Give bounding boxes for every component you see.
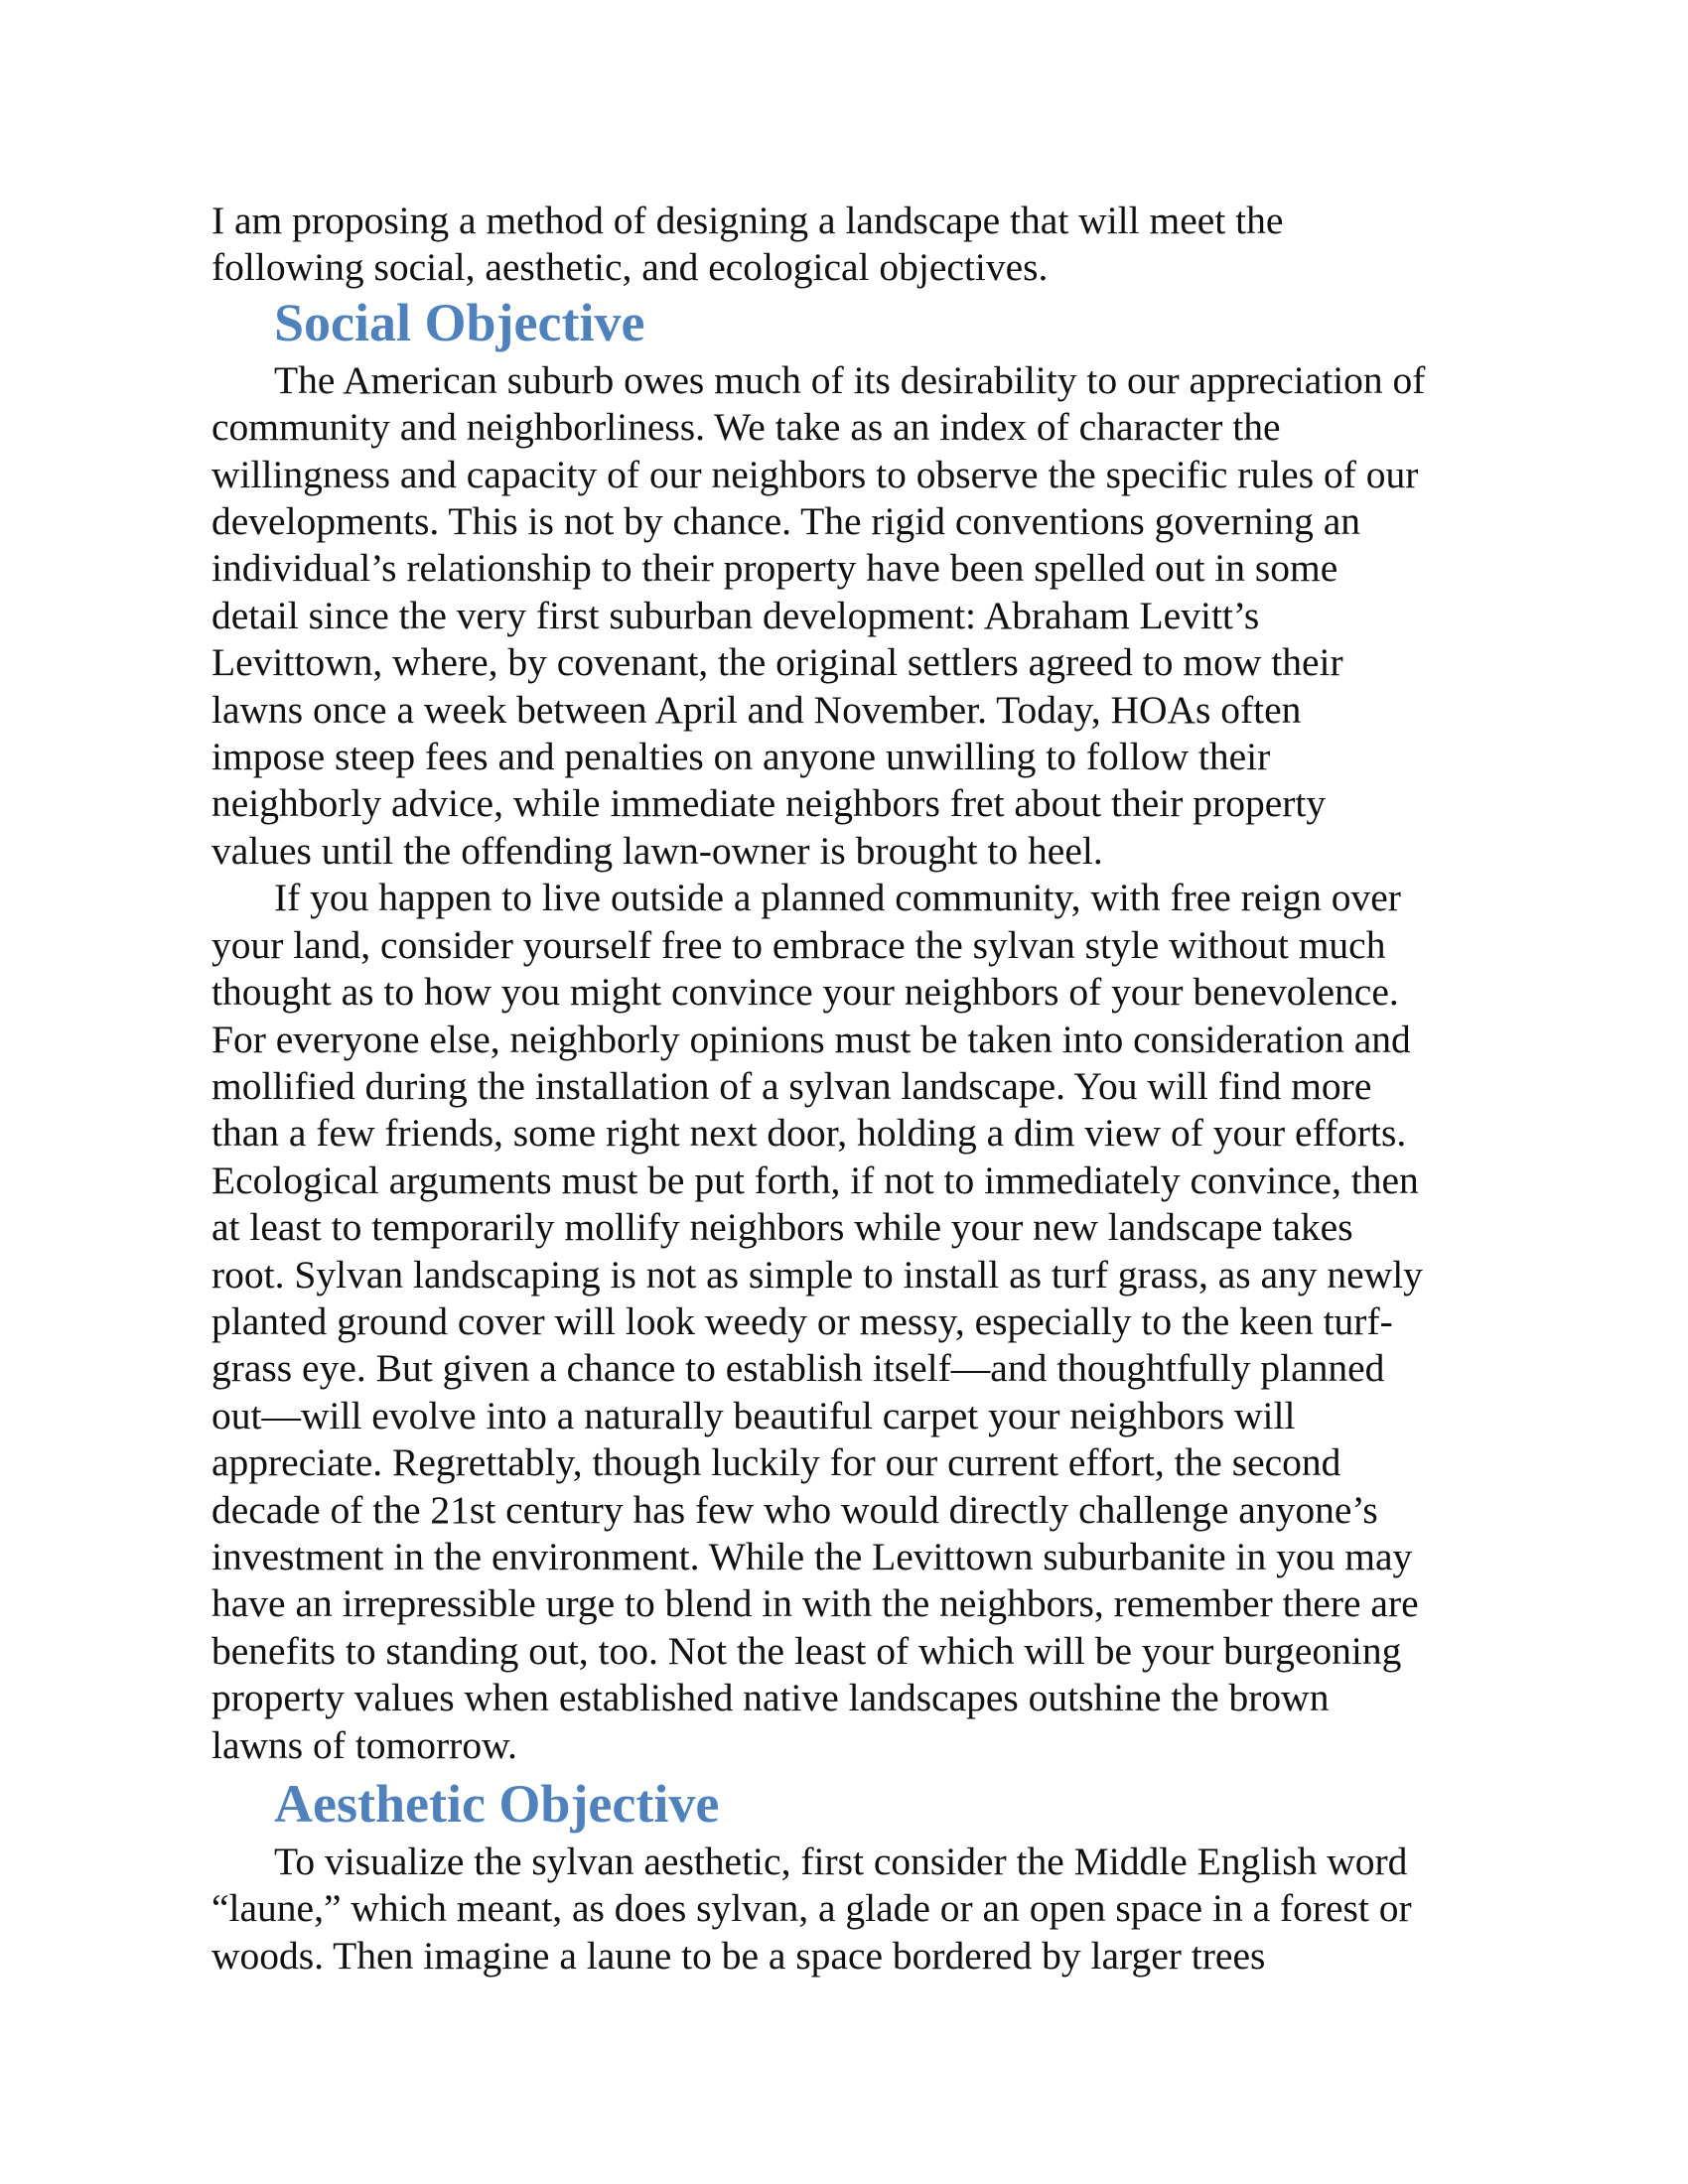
section-heading-aesthetic: Aesthetic Objective [274,1774,720,1834]
social-paragraph-2 [211,875,1502,1769]
text-line: following social, aesthetic, and ecological objectives. [211,245,1049,290]
text-line: Levittown, where, by covenant, the original settlers agreed to mow their [211,640,1343,685]
text-line: “laune,” which meant, as does sylvan, a glade or an open space in a forest or [211,1886,1412,1931]
text-line: impose steep fees and penalties on anyone unwilling to follow their [211,735,1271,779]
text-line: If you happen to live outside a planned community, with free reign over [274,876,1401,920]
text-line: your land, consider yourself free to embrace the sylvan style without much [211,922,1386,967]
text-line: investment in the environment. While the Levittown suburbanite in you may [211,1534,1413,1578]
intro-paragraph [211,198,1502,292]
text-line: decade of the 21st century has few who would directly challenge anyone’s [211,1487,1378,1532]
text-line: lawns once a week between April and November. Today, HOAs often [211,687,1302,732]
text-line: root. Sylvan landscaping is not as simple to install as turf grass, as any newly [211,1252,1423,1297]
text-line: thought as to how you might convince your neighbors of your benevolence. [211,970,1399,1015]
text-line: property values when established native landscapes outshine the brown [211,1676,1330,1720]
text-line: To visualize the sylvan aesthetic, first consider the Middle English word [274,1840,1408,1883]
aesthetic-paragraph-1 [211,1839,1502,1979]
text-line: developments. This is not by chance. The rigid conventions governing an [211,499,1360,544]
text-line: I am proposing a method of designing a landscape that will meet the [211,199,1284,242]
text-line: neighborly advice, while immediate neighbors fret about their property [211,781,1327,826]
section-heading-social: Social Objective [274,292,645,352]
text-line: lawns of tomorrow. [211,1722,517,1767]
social-paragraph-1 [211,357,1502,875]
text-line: at least to temporarily mollify neighbors while your new landscape takes [211,1205,1353,1250]
text-line: have an irrepressible urge to blend in with the neighbors, remember there are [211,1581,1419,1626]
text-line: mollified during the installation of a sylvan landscape. You will find more [211,1063,1372,1108]
text-line: woods. Then imagine a laune to be a space bordered by larger trees [211,1933,1266,1978]
text-line: benefits to standing out, too. Not the least of which will be your burgeoning [211,1628,1402,1673]
document-page [211,198,1502,1979]
text-line: values until the offending lawn-owner is brought to heel. [211,828,1103,873]
text-line: than a few friends, some right next door, holding a dim view of your efforts. [211,1111,1407,1156]
text-line: For everyone else, neighborly opinions must be taken into consideration and [211,1017,1411,1061]
text-line: The American suburb owes much of its desirability to our appreciation of [274,357,1426,402]
text-line: out—will evolve into a naturally beautiful carpet your neighbors will [211,1393,1296,1437]
text-line: appreciate. Regrettably, though luckily for our current effort, the second [211,1440,1341,1485]
text-line: planted ground cover will look weedy or messy, especially to the keen turf- [211,1298,1393,1343]
text-line: community and neighborliness. We take as an index of character the [211,405,1281,450]
text-line: Ecological arguments must be put forth, if not to immediately convince, then [211,1158,1419,1202]
text-line: individual’s relationship to their property have been spelled out in some [211,546,1338,591]
text-line: willingness and capacity of our neighbors to observe the specific rules of our [211,452,1419,496]
text-line: detail since the very first suburban development: Abraham Levitt’s [211,593,1260,637]
text-line: grass eye. But given a chance to establish itself—and thoughtfully planned [211,1346,1385,1391]
